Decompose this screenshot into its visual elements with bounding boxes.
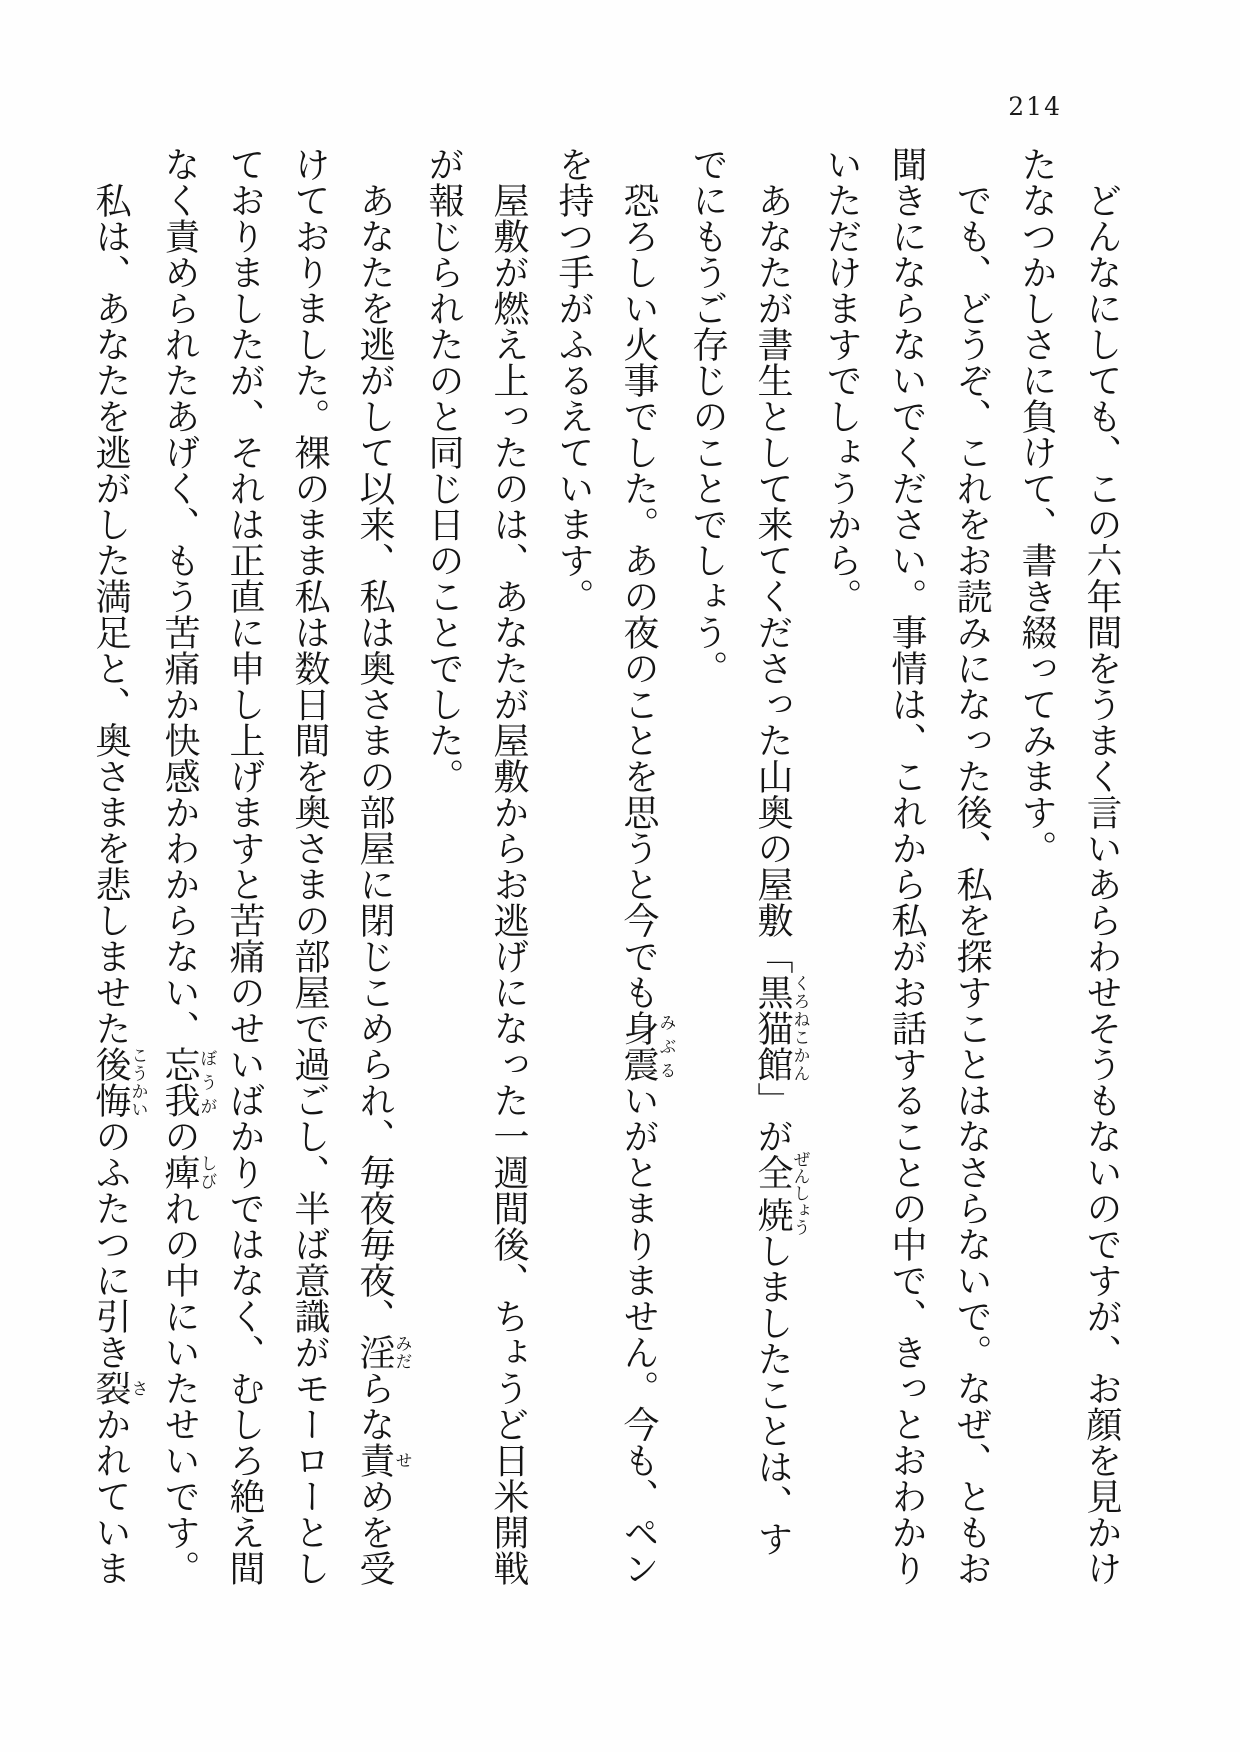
paragraph: あなたを逃がして以来、私は奥さまの部屋に閉じこめられ、毎夜毎夜、淫みだらな責せめを受けておりました。裸のまま私は数日間を奥さまの部屋で過ごし、半ば意識がモーローとしておりましたが、それは正直に申し上げますと苦痛のせいばかりではなく、むしろ絶え間なく責められたあげく、もう苦痛か快感かわからない、忘我ぼうがの痺しびれの中にいたせいです。 [160, 146, 412, 1586]
furigana-term: 身震みぶる [619, 1010, 676, 1082]
furigana-term: 黒猫館くろねこかん [753, 974, 810, 1082]
body-text [78, 146, 1134, 1586]
furigana-term: 淫みだ [355, 1334, 412, 1370]
furigana-term: 責せ [355, 1442, 412, 1478]
paragraph: 私は、あなたを逃がした満足と、奥さまを悲しませた後悔こうかいのふたつに引き裂さかれていま [91, 182, 148, 1586]
paragraph: あなたが書生として来てくださった山奥の屋敷「黒猫館くろねこかん」が全焼ぜんしょうしましたことは、すでにもうご存じのことでしょう。 [688, 146, 810, 1557]
furigana-term: 後悔こうかい [91, 1046, 148, 1118]
furigana-term: 裂さ [91, 1370, 148, 1406]
page-number: 214 [1008, 92, 1062, 121]
furigana-term: 全焼ぜんしょう [753, 1150, 810, 1236]
paragraph: 屋敷が燃え上ったのは、あなたが屋敷からお逃げになった一週間後、ちょうど日米開戦が報じられたのと同じ日のことでした。 [424, 146, 529, 1586]
furigana-term: 痺しび [160, 1154, 217, 1190]
furigana-term: 忘我ぼうが [160, 1046, 217, 1118]
paragraph: 恐ろしい火事でした。あの夜のことを思うと今でも身震みぶるいがとまりません。今も、ペンを持つ手がふるえています。 [554, 146, 676, 1586]
paragraph: でも、どうぞ、これをお読みになった後、私を探すことはなさらないで。なぜ、ともお聞きにならないでください。事情は、これから私がお話することの中で、きっとおわかりいただけますでしょうから。 [822, 146, 992, 1586]
paragraph: どんなにしても、この六年間をうまく言いあらわせそうもないのですが、お顔を見かけたなつかしさに負けて、書き綴ってみます。 [1017, 146, 1122, 1586]
